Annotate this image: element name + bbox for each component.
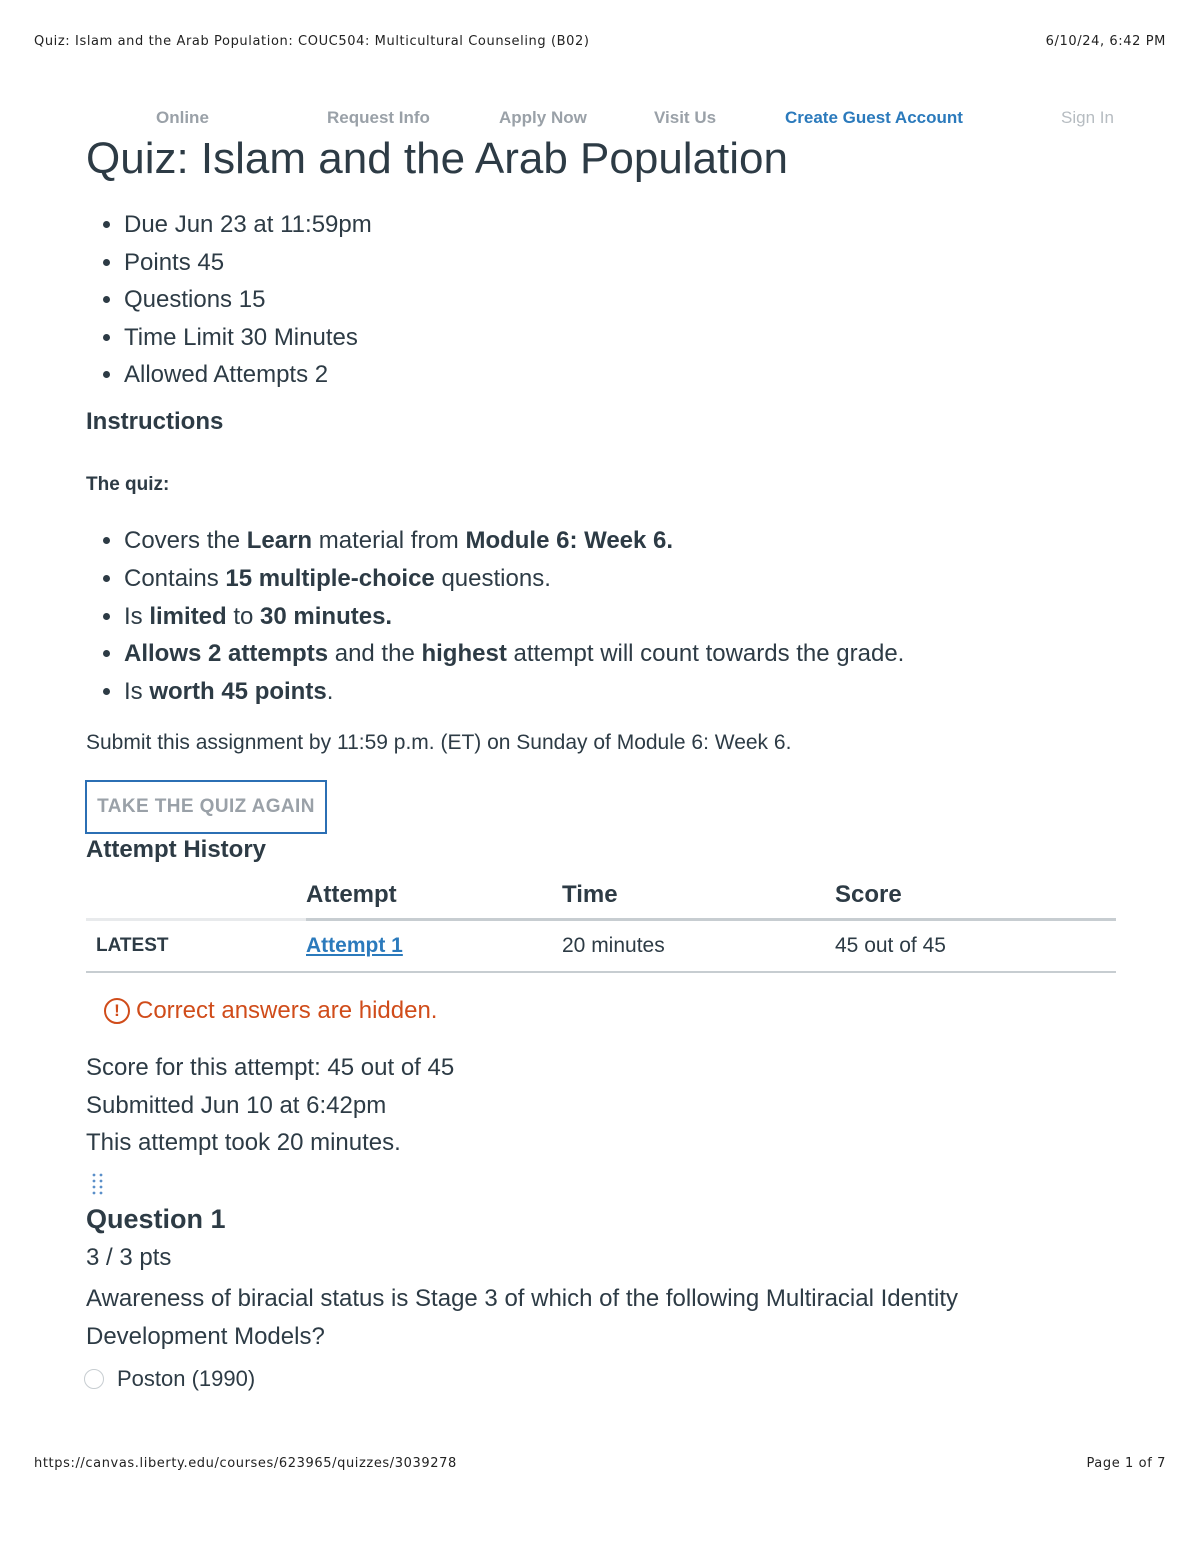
- print-header-title: Quiz: Islam and the Arab Population: COUC504: Multicultural Counseling (B02): [34, 34, 590, 49]
- attempt-submitted: Submitted Jun 10 at 6:42pm: [86, 1091, 387, 1119]
- text: Is: [124, 602, 150, 630]
- correct-answers-hidden-notice: [104, 997, 437, 1025]
- score-cell: 45 out of 45: [835, 920, 1116, 973]
- text: attempt will count towards the grade.: [506, 640, 905, 668]
- question-title: Question 1: [86, 1204, 226, 1234]
- quiz-label: The quiz:: [86, 474, 170, 495]
- text: to: [226, 602, 261, 630]
- text: and the: [328, 640, 422, 668]
- print-footer: [34, 1456, 1166, 1474]
- take-quiz-again-button[interactable]: TAKE THE QUIZ AGAIN: [85, 780, 327, 834]
- quiz-meta-list: [86, 208, 372, 396]
- nav-request-info[interactable]: Request Info: [327, 108, 430, 127]
- nav-sign-in[interactable]: Sign In: [1061, 108, 1114, 127]
- description-item: [124, 637, 904, 675]
- top-nav: [0, 108, 1200, 132]
- attempt-info: [86, 1050, 454, 1163]
- attempt-duration: This attempt took 20 minutes.: [86, 1129, 401, 1156]
- meta-points: • Points 45: [124, 246, 372, 284]
- text: material from: [312, 527, 466, 554]
- radio-button[interactable]: [84, 1369, 104, 1389]
- meta-allowed-attempts: • Allowed Attempts 2: [124, 358, 372, 396]
- bold-text: Allows 2 attempts: [124, 640, 329, 668]
- meta-questions: • Questions 15: [124, 283, 372, 321]
- page-title: [86, 134, 788, 186]
- attempt-history-heading: Attempt History: [86, 836, 267, 863]
- bold-text: highest: [421, 640, 507, 668]
- description-item: [124, 562, 904, 600]
- description-item: [124, 675, 904, 713]
- table-header-row: [86, 872, 1116, 920]
- print-footer-page: Page 1 of 7: [1086, 1456, 1166, 1471]
- bold-text: 15 multiple-choice: [225, 564, 435, 592]
- print-header-datetime: 6/10/24, 6:42 PM: [1045, 34, 1166, 49]
- question-points: 3 / 3 pts: [86, 1244, 172, 1271]
- column-header-attempt: Attempt: [306, 872, 562, 920]
- description-item: [124, 524, 904, 562]
- table-row: [86, 920, 1116, 973]
- column-header-label: [86, 872, 306, 920]
- warning-circle-icon: !: [104, 998, 130, 1024]
- submit-instructions: Submit this assignment by 11:59 p.m. (ET) on Sunday of Module 6: Week 6.: [86, 731, 792, 754]
- text: Contains: [124, 564, 226, 592]
- answer-option[interactable]: [84, 1366, 255, 1392]
- question-text: Awareness of biracial status is Stage 3 of which of the following Multiracial Identity Development Models?: [86, 1285, 958, 1350]
- meta-due: • Due Jun 23 at 11:59pm: [124, 208, 372, 246]
- latest-label: LATEST: [86, 920, 306, 973]
- attempt-cell: [306, 920, 562, 973]
- instructions-heading: Instructions: [86, 408, 224, 435]
- page-title-text: Quiz: Islam and the Arab Population: [86, 134, 788, 183]
- answer-label: Poston (1990): [117, 1366, 256, 1391]
- meta-time-limit: • Time Limit 30 Minutes: [124, 321, 372, 359]
- text: questions.: [434, 564, 551, 592]
- bold-text: 30 minutes.: [260, 602, 393, 630]
- attempt-history-table: [86, 872, 1116, 973]
- nav-visit-us[interactable]: Visit Us: [654, 108, 717, 127]
- notice-text: Correct answers are hidden.: [136, 997, 438, 1024]
- column-header-time: Time: [562, 872, 835, 920]
- quiz-description-list: [86, 524, 904, 713]
- bold-text: Module 6: Week 6.: [465, 527, 674, 554]
- print-footer-url: https://canvas.liberty.edu/courses/623965/quizzes/3039278: [34, 1456, 457, 1471]
- bold-text: worth 45 points: [149, 678, 327, 706]
- time-cell: 20 minutes: [562, 920, 835, 973]
- column-header-score: Score: [835, 872, 1116, 920]
- text: Covers the: [124, 527, 247, 554]
- nav-online[interactable]: Online: [156, 108, 209, 127]
- attempt-1-link[interactable]: Attempt 1: [306, 934, 403, 957]
- text: .: [326, 678, 334, 706]
- bold-text: limited: [149, 602, 227, 630]
- nav-apply-now[interactable]: Apply Now: [499, 108, 587, 127]
- attempt-score: Score for this attempt: 45 out of 45: [86, 1054, 455, 1081]
- bold-text: Learn: [246, 527, 313, 554]
- print-header: [34, 34, 1166, 52]
- text: Is: [124, 678, 150, 706]
- description-item: [124, 600, 904, 638]
- drag-handle-icon[interactable]: [91, 1172, 105, 1198]
- nav-create-guest-account[interactable]: Create Guest Account: [785, 108, 963, 127]
